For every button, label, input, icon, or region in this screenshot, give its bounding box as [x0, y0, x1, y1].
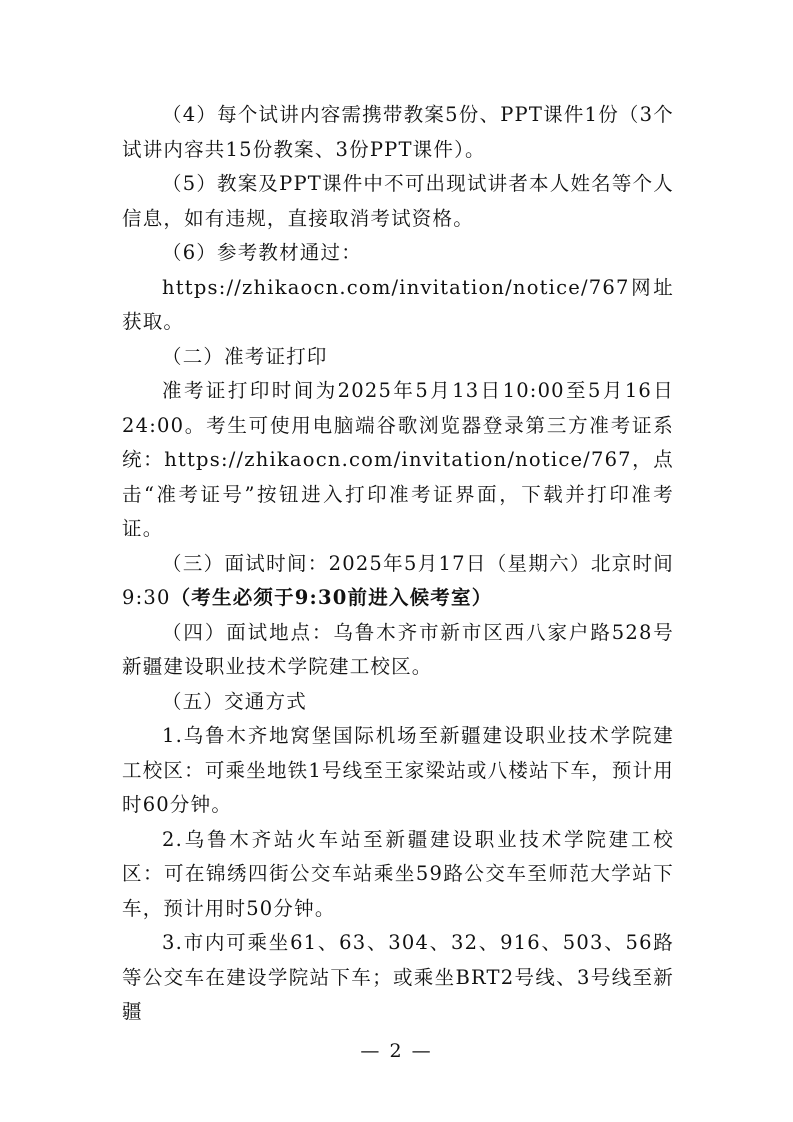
page-number: — 2 — — [360, 1040, 433, 1062]
heading-admission-ticket: （二）准考证打印 — [162, 344, 328, 368]
paragraph-interview-time: （三）面试时间：2025年5月17日（星期六）北京时间9:30（考生必须于9:30前进入候考室） — [122, 551, 674, 609]
paragraph-transport-railway: 2.乌鲁木齐站火车站至新疆建设职业技术学院建工校区：可在锦绣四街公交车站乘坐59路公交车至师范大学站下车，预计用时50分钟。 — [122, 827, 674, 920]
paragraph-reference-materials: （6）参考教材通过： — [162, 241, 362, 264]
paragraph-no-personal-info: （5）教案及PPT课件中不可出现试讲者本人姓名等个人信息，如有违规，直接取消考试资格。 — [122, 172, 674, 230]
paragraph-interview-location: （四）面试地点：乌鲁木齐市新市区西八家户路528号新疆建设职业技术学院建工校区。 — [122, 620, 674, 678]
document-body — [122, 98, 674, 1030]
paragraph-transport-city: 3.市内可乘坐61、63、304、32、916、503、56路等公交车在建设学院站下车；或乘坐BRT2号线、3号线至新疆 — [122, 931, 674, 1023]
heading-transportation: （五）交通方式 — [162, 689, 307, 713]
paragraph-transport-airport: 1.乌鲁木齐地窝堡国际机场至新疆建设职业技术学院建工校区：可乘坐地铁1号线至王家梁站或八楼站下车，预计用时60分钟。 — [122, 724, 674, 816]
interview-time-warning: （考生必须于9:30前进入候考室） — [170, 586, 493, 609]
paragraph-reference-url: https://zhikaocn.com/invitation/notice/767网址获取。 — [122, 275, 674, 333]
paragraph-materials-count: （4）每个试讲内容需携带教案5份、PPT课件1份（3个试讲内容共15份教案、3份PPT课件）。 — [122, 103, 674, 161]
paragraph-admission-ticket: 准考证打印时间为2025年5月13日10:00至5月16日24:00。考生可使用电脑端谷歌浏览器登录第三方准考证系统：https://zhikaocn.com/invitation/notice/767，点击“准考证号”按钮进入打印准考证界面，下载并打印准考证。 — [122, 379, 674, 540]
